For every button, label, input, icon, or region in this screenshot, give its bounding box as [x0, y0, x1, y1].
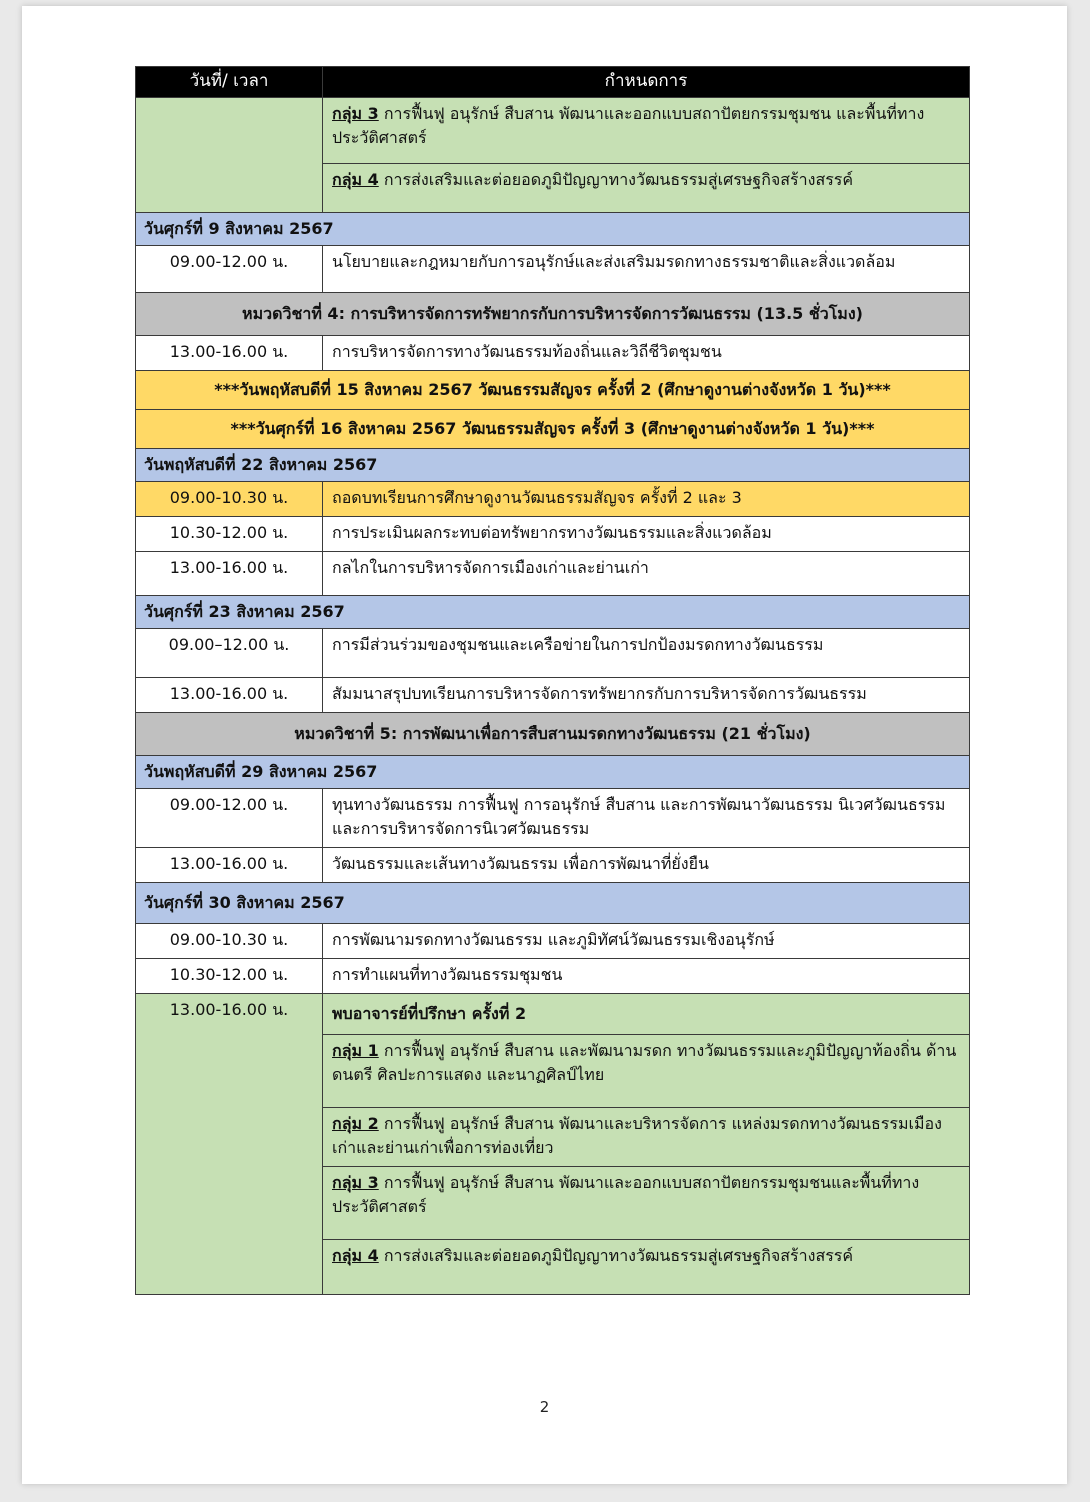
group-label: กลุ่ม 1 — [332, 1041, 379, 1060]
day-heading: วันพฤหัสบดีที่ 29 สิงหาคม 2567 — [136, 756, 970, 789]
time-cell: 09.00-10.30 น. — [136, 482, 323, 517]
page-number: 2 — [539, 1398, 550, 1416]
table-row — [136, 246, 970, 293]
activity-cell: การมีส่วนร่วมของชุมชนและเครือข่ายในการปกป้องมรดกทางวัฒนธรรม — [323, 629, 970, 678]
time-cell: 13.00-16.00 น. — [136, 848, 323, 883]
time-cell: 09.00-12.00 น. — [136, 789, 323, 848]
table-row — [136, 678, 970, 713]
trip-row — [136, 371, 970, 410]
trip-heading: ***วันพฤหัสบดีที่ 15 สิงหาคม 2567 วัฒนธรรมสัญจร ครั้งที่ 2 (ศึกษาดูงานต่างจังหวัด 1 วัน)*** — [136, 371, 970, 410]
activity-text: การฟื้นฟู อนุรักษ์ สืบสาน พัฒนาและออกแบบสถาปัตยกรรมชุมชน และพื้นที่ทางประวัติศาสตร์ — [332, 104, 925, 147]
activity-cell — [323, 1240, 970, 1295]
activity-cell — [323, 1108, 970, 1167]
day-row — [136, 883, 970, 924]
activity-cell: วัฒนธรรมและเส้นทางวัฒนธรรม เพื่อการพัฒนาที่ยั่งยืน — [323, 848, 970, 883]
group-label: กลุ่ม 4 — [332, 170, 379, 189]
table-row — [136, 848, 970, 883]
document-page — [22, 6, 1067, 1484]
trip-row — [136, 410, 970, 449]
time-cell: 13.00-16.00 น. — [136, 678, 323, 713]
activity-cell: พบอาจารย์ที่ปรึกษา ครั้งที่ 2 — [323, 994, 970, 1035]
group-label: กลุ่ม 3 — [332, 104, 379, 123]
group-label: กลุ่ม 4 — [332, 1246, 379, 1265]
activity-cell: ถอดบทเรียนการศึกษาดูงานวัฒนธรรมสัญจร ครั้งที่ 2 และ 3 — [323, 482, 970, 517]
header-date-time: วันที่/ เวลา — [136, 67, 323, 98]
activity-cell — [323, 98, 970, 164]
day-row — [136, 596, 970, 629]
table-row — [136, 517, 970, 552]
table-row — [136, 552, 970, 596]
activity-cell: การพัฒนามรดกทางวัฒนธรรม และภูมิทัศน์วัฒนธรรมเชิงอนุรักษ์ — [323, 924, 970, 959]
day-row — [136, 756, 970, 789]
schedule-table — [135, 66, 970, 1295]
time-cell: 10.30-12.00 น. — [136, 517, 323, 552]
module-heading: หมวดวิชาที่ 4: การบริหารจัดการทรัพยากรกับการบริหารจัดการวัฒนธรรม (13.5 ชั่วโมง) — [136, 293, 970, 336]
activity-cell: สัมมนาสรุปบทเรียนการบริหารจัดการทรัพยากรกับการบริหารจัดการวัฒนธรรม — [323, 678, 970, 713]
activity-cell: การประเมินผลกระทบต่อทรัพยากรทางวัฒนธรรมและสิ่งแวดล้อม — [323, 517, 970, 552]
time-cell: 13.00-16.00 น. — [136, 994, 323, 1295]
table-row — [136, 629, 970, 678]
activity-cell: ทุนทางวัฒนธรรม การฟื้นฟู การอนุรักษ์ สืบสาน และการพัฒนาวัฒนธรรม นิเวศวัฒนธรรม และการบริหารจัดการนิเวศวัฒนธรรม — [323, 789, 970, 848]
activity-cell — [323, 1167, 970, 1240]
trip-heading: ***วันศุกร์ที่ 16 สิงหาคม 2567 วัฒนธรรมสัญจร ครั้งที่ 3 (ศึกษาดูงานต่างจังหวัด 1 วัน)*** — [136, 410, 970, 449]
group-label: กลุ่ม 3 — [332, 1173, 379, 1192]
activity-text: การส่งเสริมและต่อยอดภูมิปัญญาทางวัฒนธรรมสู่เศรษฐกิจสร้างสรรค์ — [383, 1246, 854, 1265]
table-row — [136, 789, 970, 848]
time-cell: 13.00-16.00 น. — [136, 336, 323, 371]
day-heading: วันศุกร์ที่ 30 สิงหาคม 2567 — [136, 883, 970, 924]
activity-cell — [323, 1035, 970, 1108]
module-row — [136, 713, 970, 756]
table-row — [136, 959, 970, 994]
table-row — [136, 336, 970, 371]
day-heading: วันศุกร์ที่ 9 สิงหาคม 2567 — [136, 213, 970, 246]
time-cell: 09.00–12.00 น. — [136, 629, 323, 678]
module-heading: หมวดวิชาที่ 5: การพัฒนาเพื่อการสืบสานมรดกทางวัฒนธรรม (21 ชั่วโมง) — [136, 713, 970, 756]
time-cell: 10.30-12.00 น. — [136, 959, 323, 994]
time-cell — [136, 98, 323, 213]
table-header — [136, 67, 970, 98]
activity-cell: การบริหารจัดการทางวัฒนธรรมท้องถิ่นและวิถีชีวิตชุมชน — [323, 336, 970, 371]
time-cell: 09.00-12.00 น. — [136, 246, 323, 293]
time-cell: 13.00-16.00 น. — [136, 552, 323, 596]
day-row — [136, 213, 970, 246]
activity-text: การส่งเสริมและต่อยอดภูมิปัญญาทางวัฒนธรรมสู่เศรษฐกิจสร้างสรรค์ — [383, 170, 854, 189]
activity-cell: กลไกในการบริหารจัดการเมืองเก่าและย่านเก่า — [323, 552, 970, 596]
group-label: กลุ่ม 2 — [332, 1114, 379, 1133]
activity-cell — [323, 164, 970, 213]
table-row — [136, 98, 970, 164]
table-row — [136, 924, 970, 959]
activity-text: การฟื้นฟู อนุรักษ์ สืบสาน พัฒนาและออกแบบสถาปัตยกรรมชุมชนและพื้นที่ทางประวัติศาสตร์ — [332, 1173, 920, 1216]
table-row — [136, 994, 970, 1035]
header-schedule: กำหนดการ — [323, 67, 970, 98]
day-heading: วันศุกร์ที่ 23 สิงหาคม 2567 — [136, 596, 970, 629]
activity-cell: นโยบายและกฎหมายกับการอนุรักษ์และส่งเสริมมรดกทางธรรมชาติและสิ่งแวดล้อม — [323, 246, 970, 293]
day-heading: วันพฤหัสบดีที่ 22 สิงหาคม 2567 — [136, 449, 970, 482]
activity-text: การฟื้นฟู อนุรักษ์ สืบสาน พัฒนาและบริหารจัดการ แหล่งมรดกทางวัฒนธรรมเมืองเก่าและย่านเก่าเพื่อการท่องเที่ยว — [332, 1114, 942, 1157]
activity-text: การฟื้นฟู อนุรักษ์ สืบสาน และพัฒนามรดก ทางวัฒนธรรมและภูมิปัญญาท้องถิ่น ด้านดนตรี ศิลปะการแสดง และนาฏศิลป์ไทย — [332, 1041, 957, 1084]
table-row — [136, 482, 970, 517]
activity-cell: การทำแผนที่ทางวัฒนธรรมชุมชน — [323, 959, 970, 994]
time-cell: 09.00-10.30 น. — [136, 924, 323, 959]
module-row — [136, 293, 970, 336]
day-row — [136, 449, 970, 482]
